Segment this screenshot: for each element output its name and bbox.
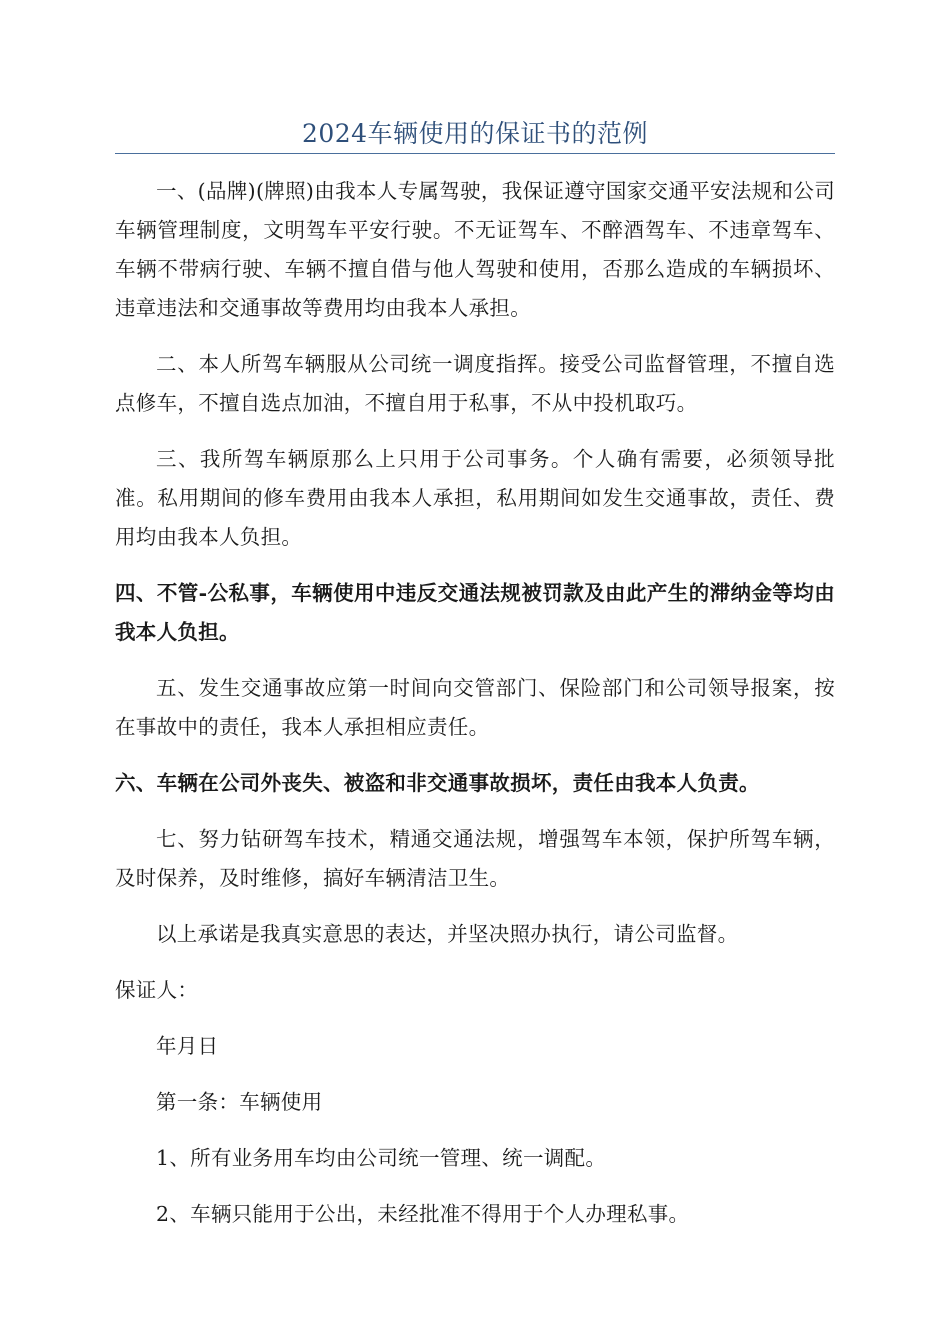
rule-item-1: 1、所有业务用车均由公司统一管理、统一调配。 — [156, 1146, 607, 1170]
paragraph-1: 一、(品牌)(牌照)由我本人专属驾驶，我保证遵守国家交通平安法规和公司车辆管理制度，文明驾车平安行驶。不无证驾车、不醉酒驾车、不违章驾车、车辆不带病行驶、车辆不擅自借与他人驾驶和使用，否那么造成的车辆损坏、违章违法和交通事故等费用均由我本人承担。 — [115, 179, 835, 320]
document-body — [115, 172, 835, 1251]
rule-item-2: 2、车辆只能用于公出，未经批准不得用于个人办理私事。 — [156, 1202, 690, 1226]
guarantor-label: 保证人： — [115, 978, 199, 1002]
paragraph-6: 六、车辆在公司外丧失、被盗和非交通事故损坏，责任由我本人负责。 — [115, 771, 760, 795]
paragraph-2: 二、本人所驾车辆服从公司统一调度指挥。接受公司监督管理，不擅自选点修车，不擅自选点加油，不擅自用于私事，不从中投机取巧。 — [115, 352, 835, 415]
paragraph-3: 三、我所驾车辆原那么上只用于公司事务。个人确有需要，必须领导批准。私用期间的修车费用由我本人承担，私用期间如发生交通事故，责任、费用均由我本人负担。 — [115, 447, 835, 549]
article-heading: 第一条：车辆使用 — [156, 1090, 323, 1114]
paragraph-7: 七、努力钻研驾车技术，精通交通法规，增强驾车本领，保护所驾车辆，及时保养，及时维修，搞好车辆清洁卫生。 — [115, 827, 835, 890]
title-underline — [115, 153, 835, 154]
closing-statement: 以上承诺是我真实意思的表达，并坚决照办执行，请公司监督。 — [156, 922, 739, 946]
date-line: 年月日 — [156, 1034, 219, 1058]
paragraph-5: 五、发生交通事故应第一时间向交管部门、保险部门和公司领导报案，按在事故中的责任，我本人承担相应责任。 — [115, 676, 835, 739]
document-title: 2024车辆使用的保证书的范例 — [301, 119, 649, 148]
paragraph-4: 四、不管-公私事，车辆使用中违反交通法规被罚款及由此产生的滞纳金等均由我本人负担。 — [115, 581, 835, 644]
